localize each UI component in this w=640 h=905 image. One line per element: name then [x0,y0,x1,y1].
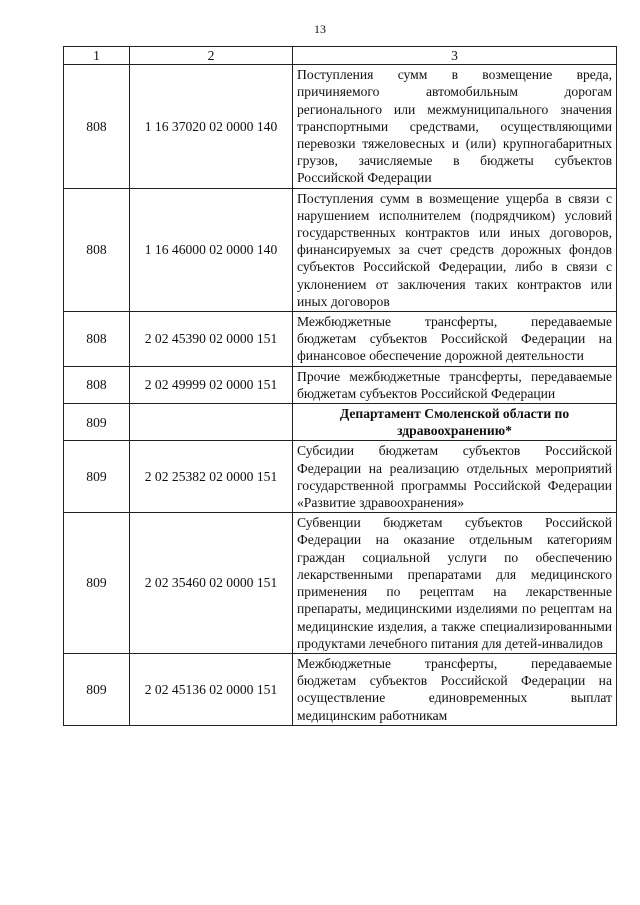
budget-code-cell: 2 02 25382 02 0000 151 [130,441,293,513]
header-col-1: 1 [64,47,130,65]
admin-code-cell: 809 [64,404,130,441]
table-header-row [64,47,617,65]
department-row [64,404,617,441]
budget-code-cell [130,404,293,441]
table-row [64,513,617,654]
budget-code-cell: 1 16 37020 02 0000 140 [130,65,293,188]
revenue-name-cell: Прочие межбюджетные трансферты, передаваемые бюджетам субъектов Российской Федерации [293,366,617,403]
budget-classification-table [63,46,617,726]
budget-code-cell: 2 02 45136 02 0000 151 [130,653,293,725]
admin-code-cell: 809 [64,513,130,654]
header-col-3: 3 [293,47,617,65]
table-row [64,441,617,513]
revenue-name-cell: Межбюджетные трансферты, передаваемые бюджетам субъектов Российской Федерации на осуществление единовременных выплат медицинским работникам [293,653,617,725]
revenue-name-cell: Поступления сумм в возмещение вреда, причиняемого автомобильным дорогам регионального или межмуниципального значения транспортными средствами, осуществляющими перевозки тяжеловесных и (или) крупногабаритных грузов, зачисляемые в бюджеты субъектов Российской Федерации [293,65,617,188]
admin-code-cell: 808 [64,188,130,311]
table-row [64,65,617,188]
revenue-name-cell: Субвенции бюджетам субъектов Российской Федерации на оказание отдельным категориям граждан социальной услуги по обеспечению лекарственными препаратами для медицинского применения по рецептам на лекарственные препараты, медицинскими изделиями по рецептам на медицинские изделия, а также специализированными продуктами лечебного питания для детей-инвалидов [293,513,617,654]
revenue-name-cell: Межбюджетные трансферты, передаваемые бюджетам субъектов Российской Федерации на финансовое обеспечение дорожной деятельности [293,312,617,367]
revenue-name-cell: Поступления сумм в возмещение ущерба в связи с нарушением исполнителем (подрядчиком) условий государственных контрактов или иных договоров, финансируемых за счет средств дорожных фондов субъектов Российской Федерации, либо в связи с уклонением от заключения таких контрактов или иных договоров [293,188,617,311]
admin-code-cell: 808 [64,312,130,367]
budget-code-cell: 2 02 35460 02 0000 151 [130,513,293,654]
admin-code-cell: 809 [64,441,130,513]
table-row [64,312,617,367]
header-col-2: 2 [130,47,293,65]
budget-code-cell: 2 02 49999 02 0000 151 [130,366,293,403]
budget-code-cell: 2 02 45390 02 0000 151 [130,312,293,367]
table-row [64,653,617,725]
admin-code-cell: 808 [64,65,130,188]
revenue-name-cell: Субсидии бюджетам субъектов Российской Федерации на реализацию отдельных мероприятий государственной программы Российской Федерации «Развитие здравоохранения» [293,441,617,513]
admin-code-cell: 809 [64,653,130,725]
department-name-cell: Департамент Смоленской области по здравоохранению* [293,404,617,441]
budget-code-cell: 1 16 46000 02 0000 140 [130,188,293,311]
table-row [64,188,617,311]
admin-code-cell: 808 [64,366,130,403]
table-row [64,366,617,403]
page-number: 13 [314,22,326,36]
